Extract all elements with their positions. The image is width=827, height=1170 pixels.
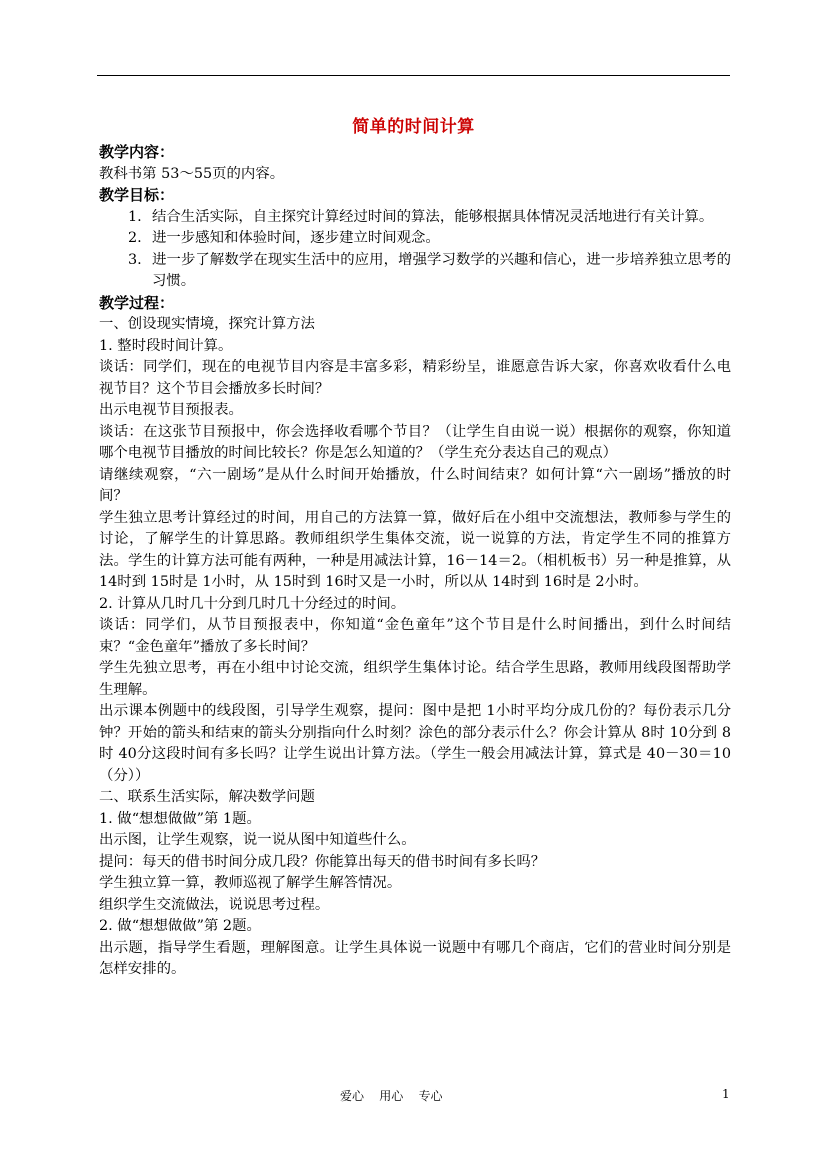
goal-item xyxy=(123,207,731,229)
goal-number: 3. xyxy=(128,251,142,268)
process-paragraph: 谈话：同学们，现在的电视节目内容是丰富多彩，精彩纷呈，谁愿意告诉大家，你喜欢收看什么电视节目？这个节目会播放多长时间？ xyxy=(99,359,731,397)
goal-text: 进一步了解数学在现实生活中的应用，增强学习数学的兴趣和信心，进一步培养独立思考的习惯。 xyxy=(152,251,731,289)
footer-motto: 爱心 用心 专心 xyxy=(340,1089,443,1103)
goal-text: 结合生活实际，自主探究计算经过时间的算法，能够根据具体情况灵活地进行有关计算。 xyxy=(152,208,714,225)
section-heading-content: 教学内容： xyxy=(99,143,175,161)
goals-list xyxy=(99,207,731,293)
process-paragraph: 谈话：在这张节目预报中，你会选择收看哪个节目？（让学生自由说一说）根据你的观察，你知道哪个电视节目播放的时间比较长？你是怎么知道的？（学生充分表达自己的观点） xyxy=(99,423,731,461)
goal-number: 1. xyxy=(128,208,142,225)
content-text: 教科书第 53～55页的内容。 xyxy=(99,165,285,182)
process-paragraph: 学生独立算一算，教师巡视了解学生解答情况。 xyxy=(99,875,402,891)
process-paragraph: 出示题，指导学生看题，理解图意。让学生具体说一说题中有哪几个商店，它们的营业时间分别是怎样安排的。 xyxy=(99,939,731,977)
process-paragraph: 一、创设现实情境，探究计算方法 xyxy=(99,316,315,332)
process-paragraph: 出示图，让学生观察，说一说从图中知道些什么。 xyxy=(99,832,416,848)
section-heading-process: 教学过程： xyxy=(99,293,175,312)
process-paragraph: 出示电视节目预报表。 xyxy=(99,402,243,418)
process-paragraph: 组织学生交流做法，说说思考过程。 xyxy=(99,896,330,913)
process-paragraph: 1. 整时段时间计算。 xyxy=(99,337,233,354)
process-paragraph: 二、联系生活实际，解决数学问题 xyxy=(99,789,315,805)
goal-number: 2. xyxy=(128,230,142,246)
header-rule xyxy=(97,75,730,76)
process-paragraph: 2. 做“想想做做”第 2题。 xyxy=(99,918,261,934)
goal-item xyxy=(123,228,731,250)
process-paragraph: 学生先独立思考，再在小组中讨论交流，组织学生集体讨论。结合学生思路，教师用线段图帮助学生理解。 xyxy=(99,660,731,698)
process-paragraph: 1. 做“想想做做”第 1题。 xyxy=(99,810,261,827)
process-paragraph: 2. 计算从几时几十分到几时几十分经过的时间。 xyxy=(99,595,406,612)
goal-item xyxy=(123,250,731,293)
process-paragraph: 谈话：同学们，从节目预报表中，你知道“金色童年”这个节目是什么时间播出，到什么时间结束？“金色童年”播放了多长时间？ xyxy=(99,617,731,655)
page-title: 简单的时间计算 xyxy=(352,117,475,137)
page-number: 1 xyxy=(722,1087,730,1101)
process-paragraph: 出示课本例题中的线段图，引导学生观察，提问：图中是把 1小时平均分成几份的？每份表示几分钟？开始的箭头和结束的箭头分别指向什么时刻？涂色的部分表示什么？你会计算从 8时 10分到 8时 40分这段时间有多长吗？让学生说出计算方法。（学生一般会用减法计算，算式是 40－30＝10（分）） xyxy=(99,703,731,784)
document-body xyxy=(99,142,731,981)
goal-text: 进一步感知和体验时间，逐步建立时间观念。 xyxy=(152,230,440,246)
process-paragraph: 提问：每天的借书时间分成几段？你能算出每天的借书时间有多长吗？ xyxy=(99,853,546,870)
process-paragraph: 请继续观察，“六一剧场”是从什么时间开始播放，什么时间结束？如何计算“六一剧场”播放的时间？ xyxy=(99,466,731,504)
process-paragraph: 学生独立思考计算经过的时间，用自己的方法算一算，做好后在小组中交流想法，教师参与学生的讨论，了解学生的计算思路。教师组织学生集体交流，说一说算的方法，肯定学生不同的推算方法。学生的计算方法可能有两种，一种是用减法计算，16－14＝2。（相机板书）另一种是推算，从 14时到 15时是 1小时，从 15时到 16时又是一小时，所以从 14时到 16时是 2小时。 xyxy=(99,509,731,590)
section-heading-goals: 教学目标： xyxy=(99,186,175,204)
